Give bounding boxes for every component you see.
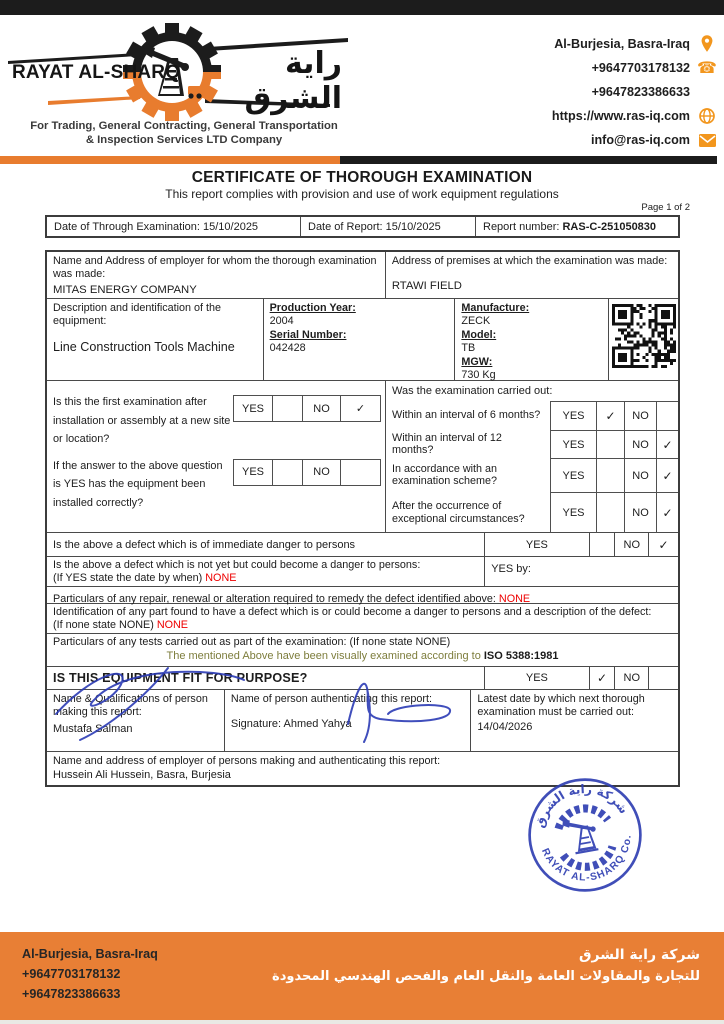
mgw-value: 730 Kg	[461, 369, 496, 382]
no-label: NO	[624, 458, 656, 492]
repair-particulars-row	[47, 586, 678, 603]
no-label: NO	[624, 430, 656, 458]
signatories-row	[47, 689, 678, 751]
location-pin-icon	[696, 35, 718, 53]
serial-number-label: Serial Number:	[269, 328, 347, 341]
carried-out-table	[386, 401, 678, 533]
header-divider-orange	[0, 156, 340, 164]
authenticator-label: Name of person authenticating this report:	[230, 693, 432, 705]
potential-danger-cell	[47, 557, 484, 586]
footer-bar	[0, 932, 724, 1020]
fit-for-purpose-row	[47, 666, 678, 689]
potential-danger-line1: Is the above a defect which is not yet but could become a danger to persons:	[53, 559, 421, 571]
footer-company-name-ar: شركة راية الشرق	[579, 947, 700, 963]
contact-phone1: +9647703178132	[591, 61, 690, 75]
visual-exam-note: The mentioned Above have been visually examined according to	[166, 650, 484, 662]
certificate-body	[45, 215, 680, 787]
production-year-label: Production Year:	[269, 302, 356, 314]
yes-checkbox	[272, 460, 302, 485]
question-text: Is this the first examination after installation or assembly at a new site or location?	[53, 396, 231, 445]
yes-checkbox	[596, 492, 624, 533]
bottom-strip	[0, 1020, 724, 1024]
question-text: Within an interval of 12 months?	[392, 431, 502, 456]
mgw-label: MGW:	[461, 355, 493, 368]
date-of-examination-cell	[47, 217, 300, 236]
company-tagline	[0, 119, 368, 147]
company-stamp	[518, 768, 652, 902]
none-value: NONE	[205, 572, 237, 584]
yes-checkbox: ✓	[589, 667, 615, 689]
yes-by-cell: YES by:	[484, 557, 678, 586]
yes-checkbox	[596, 458, 624, 492]
yes-checkbox	[589, 533, 615, 556]
maker-label: Name & Qualifications of person making this report:	[53, 693, 208, 718]
iso-standard: ISO 5388:1981	[483, 650, 559, 662]
employer-cell	[47, 252, 385, 298]
question-text: If the answer to the above question is YES has the equipment been installed correctly?	[53, 459, 223, 509]
no-checkbox	[656, 401, 678, 430]
premises-cell	[385, 252, 678, 298]
employer-value: MITAS ENERGY COMPANY	[53, 284, 197, 296]
qr-code	[612, 304, 676, 368]
globe-icon	[696, 108, 718, 124]
footer-phone2: +9647823386633	[22, 987, 121, 1001]
yes-label: YES	[484, 533, 588, 556]
maker-name: Mustafa Salman	[53, 723, 133, 735]
carried-out-header: Was the examination carried out:	[392, 385, 553, 397]
parties-row	[47, 252, 678, 298]
page-number: Page 1 of 2	[641, 202, 690, 213]
yes-label: YES	[241, 466, 264, 478]
no-checkbox	[648, 667, 678, 689]
date-of-report-cell	[300, 217, 475, 236]
yes-label: YES	[550, 492, 596, 533]
manufacture-label: Manufacture:	[461, 302, 530, 314]
stamp-arabic-text: شركة راية الشرق	[532, 781, 631, 830]
no-checkbox: ✓	[648, 533, 678, 556]
contact-phone2-row	[458, 80, 718, 104]
no-label: NO	[614, 533, 648, 556]
no-label: NO	[624, 401, 656, 430]
yes-label: YES	[484, 667, 588, 689]
yes-label: YES	[550, 430, 596, 458]
identification-line2: (If none state NONE)	[53, 619, 157, 631]
employer-label: Name and Address of employer for whom the thorough examination was made:	[53, 255, 377, 280]
none-value: NONE	[156, 619, 189, 631]
next-examination-cell	[470, 690, 678, 751]
yes-no-box	[233, 459, 381, 486]
potential-danger-line2: (If YES state the date by when)	[53, 572, 206, 584]
tests-row	[47, 633, 678, 666]
no-checkbox: ✓	[656, 458, 678, 492]
equipment-row	[47, 298, 678, 380]
qr-code-cell	[608, 299, 678, 380]
report-number-cell	[475, 217, 678, 236]
carried-out-cell	[385, 381, 678, 532]
authenticator-signature-line: Signature: Ahmed Yahya	[230, 718, 352, 730]
svg-text:شركة راية الشرق	[527, 774, 632, 832]
model-value: TB	[461, 342, 476, 355]
authenticator-cell	[224, 690, 470, 751]
report-number-value: RAS-C-251050830	[562, 220, 657, 233]
date-report-value: 15/10/2025	[385, 220, 441, 233]
contact-website: https://www.ras-iq.com	[551, 109, 690, 123]
footer-tagline-ar: للتجارة والمقاولات العامة والنقل العام والفحص الهندسي المحدودة	[272, 969, 700, 984]
model-label: Model:	[461, 328, 497, 341]
contact-phone2: +9647823386633	[591, 85, 690, 99]
no-checkbox	[340, 460, 380, 485]
first-examination-cell	[47, 381, 385, 532]
potential-danger-row	[47, 556, 678, 586]
production-serial-cell	[263, 299, 455, 380]
certificate-subtitle: This report complies with provision and use of work equipment regulations	[165, 187, 559, 201]
serial-number-value: 042428	[269, 342, 306, 355]
contact-website-row	[458, 104, 718, 128]
equipment-description-cell	[47, 299, 263, 380]
logo-swoosh-bottom-left	[48, 96, 140, 105]
yes-checkbox: ✓	[596, 401, 624, 430]
yes-label: YES	[550, 458, 596, 492]
header-contact-block	[458, 32, 718, 152]
production-year-value: 2004	[269, 315, 294, 328]
contact-email: info@ras-iq.com	[590, 133, 690, 147]
fit-for-purpose-question: IS THIS EQUIPMENT FIT FOR PURPOSE?	[53, 671, 308, 685]
tagline-line1: For Trading, General Contracting, General Transportation	[30, 120, 338, 132]
yes-label: YES	[550, 401, 596, 430]
contact-email-row	[458, 128, 718, 152]
signatories-employer-label: Name and address of employer of persons making and authenticating this report:	[53, 755, 441, 767]
dates-table	[45, 215, 680, 238]
repair-label: Particulars of any repair, renewal or alteration required to remedy the defect identified above:	[53, 593, 499, 605]
footer-company-arabic	[272, 944, 700, 988]
next-exam-label: Latest date by which next thorough examination must be carried out:	[477, 693, 645, 718]
no-checkbox: ✓	[656, 492, 678, 533]
no-label: NO	[614, 667, 648, 689]
immediate-danger-row	[47, 532, 678, 556]
no-label: NO	[302, 460, 340, 485]
signatories-employer-value: Hussein Ali Hussein, Basra, Burjesia	[53, 769, 231, 781]
equipment-description-label: Description and identification of the equipment:	[53, 302, 222, 327]
contact-phone1-row	[458, 56, 718, 80]
tagline-line2: & Inspection Services LTD Company	[85, 134, 283, 146]
yes-label: YES	[241, 402, 264, 415]
date-report-label: Date of Report:	[308, 220, 386, 233]
footer-phone1: +9647703178132	[22, 967, 121, 981]
footer-address: Al-Burjesia, Basra-Iraq	[22, 947, 158, 961]
no-checkbox: ✓	[340, 396, 380, 421]
date-exam-value: 15/10/2025	[203, 220, 259, 233]
examination-questions-row	[47, 380, 678, 532]
certificate-title: CERTIFICATE OF THOROUGH EXAMINATION	[191, 169, 533, 186]
premises-label: Address of premises at which the examination was made:	[391, 255, 668, 267]
yes-checkbox	[596, 430, 624, 458]
yes-no-box	[233, 395, 381, 422]
footer-contact	[22, 944, 158, 1004]
equipment-description-value: Line Construction Tools Machine	[53, 340, 235, 354]
stamp-pumpjack-icon	[561, 814, 599, 856]
examination-table	[45, 250, 680, 787]
question-text: After the occurrence of exceptional circumstances?	[392, 500, 525, 525]
header-divider-black	[340, 156, 717, 164]
first-exam-question1	[53, 393, 381, 449]
phone-icon: ☎	[697, 58, 717, 77]
company-name-english: RAYAT AL-SHARQ	[12, 62, 181, 83]
tests-line1: Particulars of any tests carried out as part of the examination: (If none state NONE)	[53, 636, 451, 648]
report-number-label: Report number:	[483, 220, 563, 233]
contact-address: Al-Burjesia, Basra-Iraq	[554, 37, 690, 51]
stamp-english-text: RAYAT AL-SHARQ Co.	[539, 834, 634, 884]
envelope-icon	[696, 134, 718, 147]
no-label: NO	[624, 492, 656, 533]
yes-checkbox	[272, 396, 302, 421]
question-text: In accordance with an examination scheme?	[392, 462, 498, 487]
manufacture-cell	[454, 299, 608, 380]
identification-line1: Identification of any part found to have a defect which is or could become a danger to persons and a description of the defect:	[53, 606, 652, 618]
contact-address-row	[458, 32, 718, 56]
date-exam-label: Date of Through Examination:	[54, 220, 203, 233]
premises-value: RTAWI FIELD	[391, 280, 462, 292]
no-checkbox: ✓	[656, 430, 678, 458]
question-text: Within an interval of 6 months?	[392, 409, 541, 422]
report-maker-cell	[47, 690, 224, 751]
no-label: NO	[302, 396, 340, 421]
first-exam-question2	[53, 457, 381, 513]
defect-identification-row	[47, 603, 678, 633]
company-name-arabic: راية الشرق	[244, 46, 342, 116]
question-text: Is the above a defect which is of immediate danger to persons	[53, 538, 356, 551]
none-value: NONE	[498, 593, 531, 605]
manufacture-value: ZECK	[461, 315, 491, 328]
next-exam-date: 14/04/2026	[477, 721, 533, 733]
top-black-bar	[0, 0, 724, 15]
